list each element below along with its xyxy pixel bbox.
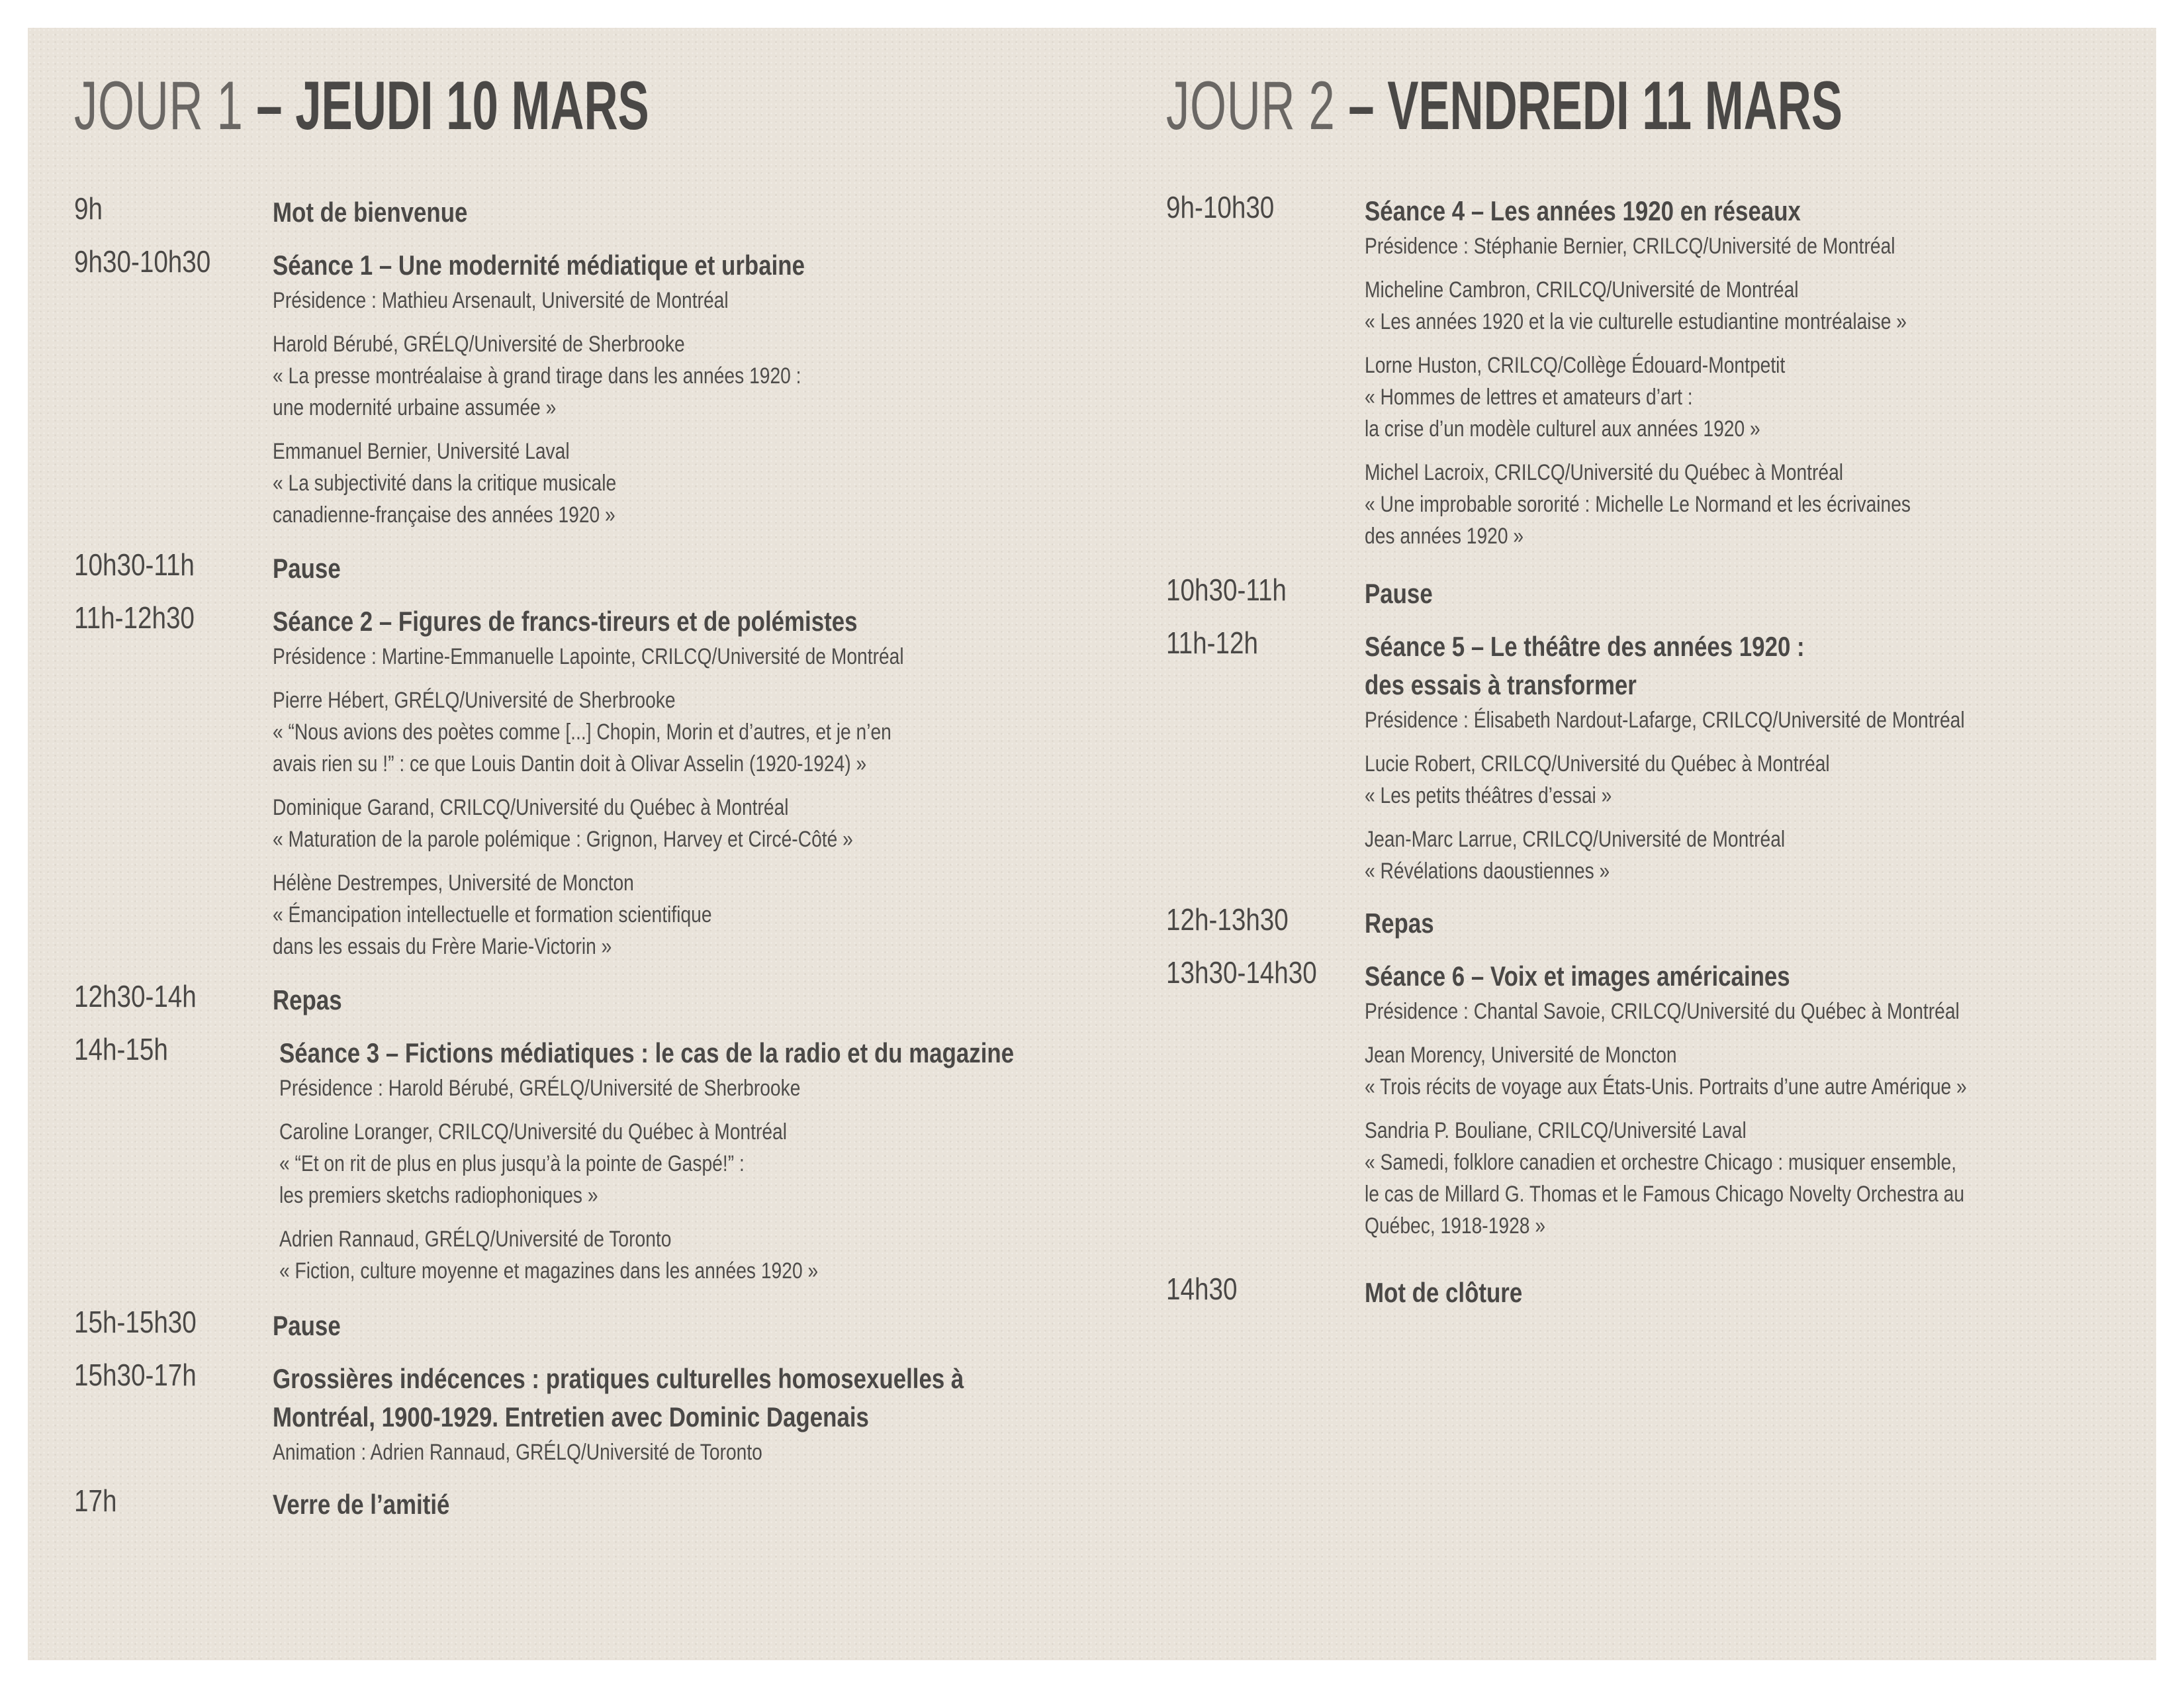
time-slot: 11h-12h: [1166, 626, 1258, 660]
talk-title: « “Nous avions des poètes comme [...] Chopin, Morin et d’autres, et je n’en: [273, 720, 891, 745]
talk-speaker: Michel Lacroix, CRILCQ/Université du Québec à Montréal: [1365, 460, 1844, 485]
talk-speaker: Jean Morency, Université de Moncton: [1365, 1043, 1677, 1068]
session-title: Verre de l’amitié: [273, 1489, 450, 1520]
talk-speaker: Caroline Loranger, CRILCQ/Université du Québec à Montréal: [279, 1119, 788, 1145]
talk-title: le cas de Millard G. Thomas et le Famous Chicago Novelty Orchestra au: [1365, 1182, 1965, 1207]
time-slot: 12h-13h30: [1166, 902, 1289, 937]
talk-title: « Samedi, folklore canadien et orchestre Chicago : musiquer ensemble,: [1365, 1150, 1957, 1175]
session-title-line: des essais à transformer: [1365, 669, 1637, 700]
talk-title: « Les petits théâtres d’essai »: [1365, 783, 1612, 808]
talk-title: une modernité urbaine assumée »: [273, 395, 557, 420]
talk: [1365, 350, 2146, 445]
talk-title: les premiers sketchs radiophoniques »: [279, 1183, 598, 1208]
session-title: Séance 1 – Une modernité médiatique et urbaine: [273, 250, 805, 281]
talk-speaker: Lorne Huston, CRILCQ/Collège Édouard-Montpetit: [1365, 353, 1786, 378]
talk-title: « “Et on rit de plus en plus jusqu’à la pointe de Gaspé!” :: [279, 1151, 745, 1176]
time-slot: 15h-15h30: [74, 1305, 197, 1339]
time-slot: 10h30-11h: [1166, 573, 1287, 607]
session-title: Pause: [273, 553, 341, 584]
talk-title: « Une improbable sororité : Michelle Le Normand et les écrivaines: [1365, 492, 1911, 517]
talk: [279, 1223, 1153, 1287]
day-2-date: – VENDREDI 11 MARS: [1348, 68, 1843, 144]
session-title: [273, 1360, 998, 1436]
talk-speaker: Emmanuel Bernier, Université Laval: [273, 439, 570, 464]
talk: [273, 684, 1146, 780]
session-title: Pause: [273, 1310, 341, 1341]
session-title-line: Grossières indécences : pratiques culturelles homosexuelles à: [273, 1363, 964, 1394]
session-title: Séance 2 – Figures de francs-tireurs et de polémistes: [273, 606, 858, 637]
talk-title: des années 1920 »: [1365, 524, 1524, 549]
talk-title: « Les années 1920 et la vie culturelle estudiantine montréalaise »: [1365, 309, 1907, 334]
talk-title: canadienne-française des années 1920 »: [273, 502, 615, 528]
session-chair: Présidence : Stéphanie Bernier, CRILCQ/Université de Montréal: [1365, 234, 1895, 259]
session-title-line: Montréal, 1900-1929. Entretien avec Dominic Dagenais: [273, 1401, 869, 1432]
session-chair: Présidence : Mathieu Arsenault, Université de Montréal: [273, 288, 729, 313]
talk: [273, 792, 1146, 855]
talk-title: la crise d’un modèle culturel aux années 1920 »: [1365, 416, 1760, 442]
talk-title: « Émancipation intellectuelle et formation scientifique: [273, 902, 712, 927]
talk: [1365, 1115, 2146, 1242]
session-title: Séance 6 – Voix et images américaines: [1365, 961, 1790, 992]
talk-title: « Fiction, culture moyenne et magazines dans les années 1920 »: [279, 1258, 819, 1284]
talk-title: Québec, 1918-1928 »: [1365, 1213, 1546, 1239]
talk: [1365, 748, 2146, 812]
time-slot: 13h30-14h30: [1166, 955, 1317, 990]
time-slot: 9h-10h30: [1166, 190, 1275, 224]
talk-speaker: Harold Bérubé, GRÉLQ/Université de Sherbrooke: [273, 332, 685, 357]
session-title: [1365, 628, 2013, 704]
day-2-title: [1166, 68, 1843, 144]
session-title: Repas: [273, 984, 342, 1015]
session-title: Mot de bienvenue: [273, 197, 468, 228]
session-title: Repas: [1365, 908, 1434, 939]
session-title: Séance 4 – Les années 1920 en réseaux: [1365, 195, 1801, 226]
talk-speaker: Jean-Marc Larrue, CRILCQ/Université de Montréal: [1365, 827, 1786, 852]
time-slot: 10h30-11h: [74, 547, 195, 582]
program-sheet: [28, 28, 2156, 1660]
talk: [1365, 1039, 2146, 1103]
talk-title: « Hommes de lettres et amateurs d’art :: [1365, 385, 1693, 410]
talk: [1365, 823, 2146, 887]
talk-speaker: Lucie Robert, CRILCQ/Université du Québec à Montréal: [1365, 751, 1830, 776]
time-slot: 9h30-10h30: [74, 244, 211, 279]
talk-speaker: Sandria P. Bouliane, CRILCQ/Université Laval: [1365, 1118, 1747, 1143]
talk: [273, 328, 1146, 424]
day-2-label: JOUR 2: [1166, 68, 1336, 144]
talk-title: dans les essais du Frère Marie-Victorin »: [273, 934, 612, 959]
session-chair: Animation : Adrien Rannaud, GRÉLQ/Université de Toronto: [273, 1440, 762, 1465]
talk: [279, 1116, 1153, 1211]
talk-speaker: Adrien Rannaud, GRÉLQ/Université de Toronto: [279, 1227, 672, 1252]
talk: [273, 436, 1146, 531]
time-slot: 14h-15h: [74, 1032, 168, 1066]
talk-speaker: Pierre Hébert, GRÉLQ/Université de Sherbrooke: [273, 688, 676, 713]
time-slot: 9h: [74, 191, 103, 226]
talk-title: « La presse montréalaise à grand tirage dans les années 1920 :: [273, 363, 801, 389]
talk: [273, 867, 1146, 962]
session-chair: Présidence : Chantal Savoie, CRILCQ/Université du Québec à Montréal: [1365, 999, 1960, 1024]
talk-title: « Révélations daoustiennes »: [1365, 859, 1610, 884]
time-slot: 14h30: [1166, 1272, 1238, 1306]
time-slot: 15h30-17h: [74, 1358, 197, 1392]
talk-title: « La subjectivité dans la critique musicale: [273, 471, 617, 496]
session-chair: Présidence : Harold Bérubé, GRÉLQ/Université de Sherbrooke: [279, 1076, 801, 1101]
day-1-label: JOUR 1: [74, 68, 244, 144]
talk-title: « Maturation de la parole polémique : Grignon, Harvey et Circé-Côté »: [273, 827, 853, 852]
talk-speaker: Dominique Garand, CRILCQ/Université du Québec à Montréal: [273, 795, 789, 820]
talk-speaker: Micheline Cambron, CRILCQ/Université de Montréal: [1365, 277, 1799, 303]
time-slot: 11h-12h30: [74, 600, 195, 635]
time-slot: 12h30-14h: [74, 979, 197, 1013]
day-1-date: – JEUDI 10 MARS: [256, 68, 649, 144]
time-slot: 17h: [74, 1483, 117, 1518]
talk-title: « Trois récits de voyage aux États-Unis. Portraits d’une autre Amérique »: [1365, 1074, 1967, 1100]
talk-title: avais rien su !” : ce que Louis Dantin doit à Olivar Asselin (1920-1924) »: [273, 751, 867, 776]
session-chair: Présidence : Élisabeth Nardout-Lafarge, CRILCQ/Université de Montréal: [1365, 708, 1965, 733]
session-title: Séance 3 – Fictions médiatiques : le cas de la radio et du magazine: [279, 1037, 1015, 1068]
session-chair: Présidence : Martine-Emmanuelle Lapointe, CRILCQ/Université de Montréal: [273, 644, 904, 669]
session-title-line: Séance 5 – Le théâtre des années 1920 :: [1365, 631, 1805, 662]
talk-speaker: Hélène Destrempes, Université de Moncton: [273, 870, 634, 896]
day-1-title: [74, 68, 649, 144]
session-title: Pause: [1365, 578, 1433, 609]
session-title: Mot de clôture: [1365, 1277, 1523, 1308]
talk: [1365, 274, 2146, 338]
talk: [1365, 457, 2146, 552]
